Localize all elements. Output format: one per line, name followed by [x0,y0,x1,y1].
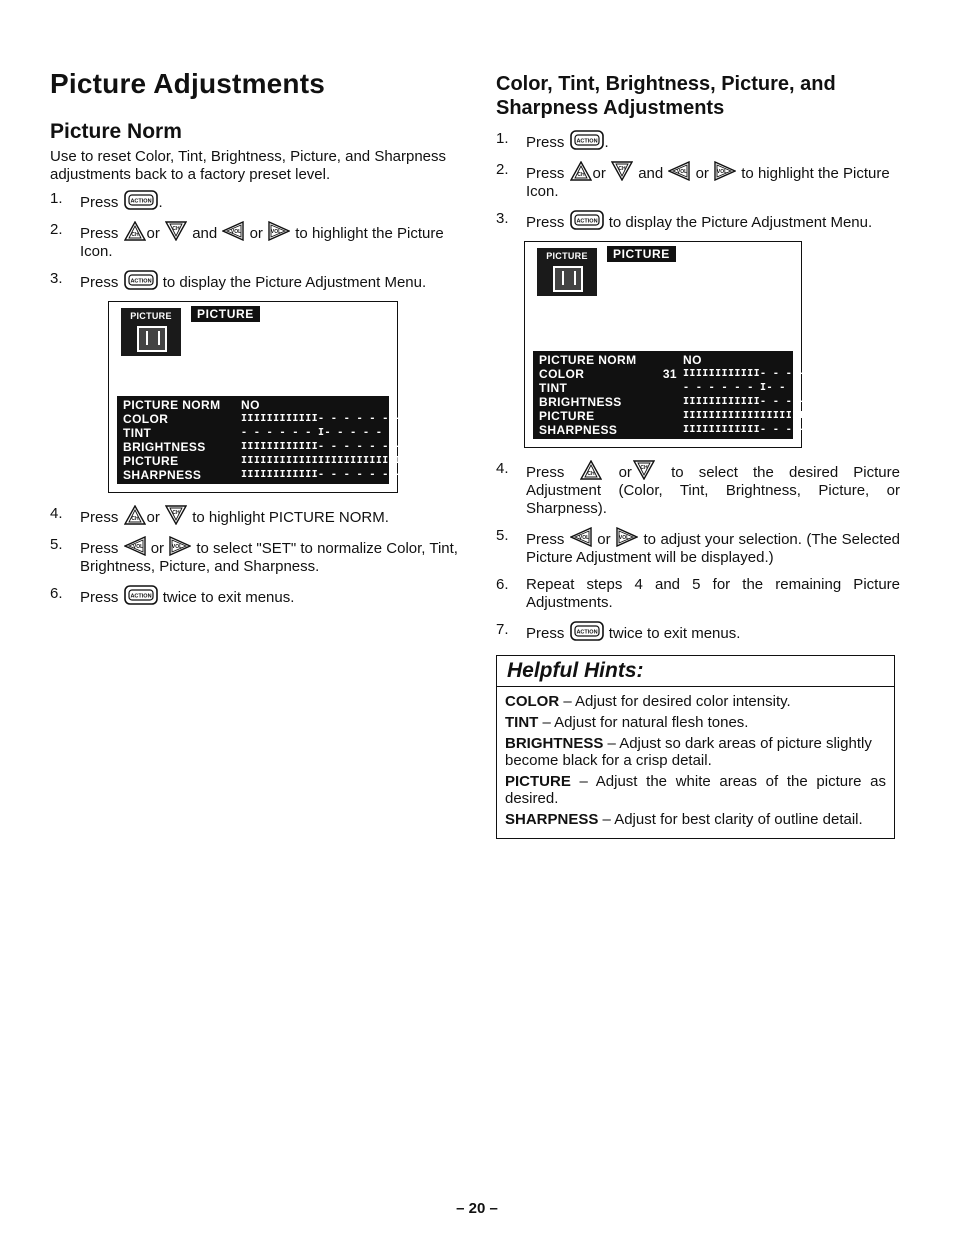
step-text-part: and [192,225,218,242]
step-item [496,161,900,201]
step-item [50,585,460,607]
menu-value: NO [683,353,702,367]
action-button-icon [124,190,158,210]
menu-row-sharpness [539,423,844,437]
adjustment-menu [533,351,850,439]
step-text-part: or [249,225,263,242]
menu-row-tint [539,381,850,395]
menu-level-bar: IIIIIIIIIIIIIIIIIIIIIIIII [241,455,402,466]
menu-number [657,409,677,423]
hint-term: SHARPNESS [505,811,599,828]
step-item [496,576,900,612]
picture-norm-steps-continued [50,505,460,607]
step-item [50,190,460,212]
hint-tint [505,714,886,731]
step-text-part: to display the Picture Adjustment Menu. [608,214,873,231]
menu-row-brightness [539,395,844,409]
hint-picture [505,773,886,807]
hint-text: – Adjust so dark areas of picture slightly become black for a crisp detail. [505,735,872,769]
volume-left-icon [222,221,244,241]
hint-term: COLOR [505,693,560,710]
menu-label: TINT [539,381,568,395]
menu-label: COLOR [123,412,169,426]
step-text-part: Press [526,214,565,231]
hint-brightness [505,735,886,769]
step-text-part: Press [526,165,565,182]
menu-label: COLOR [539,367,585,381]
section-title-picture-norm: Picture Norm [50,120,182,143]
step-text [526,527,900,567]
menu-number [657,381,677,395]
adjustment-menu [117,396,408,484]
hint-term: BRIGHTNESS [505,735,604,752]
hint-term: PICTURE [505,773,571,790]
step-item [496,621,900,643]
step-text [80,505,460,527]
action-button-icon [570,621,604,641]
step-text [526,460,900,518]
picture-tab-label: PICTURE [546,251,588,261]
channel-up-icon [124,505,146,525]
menu-level-bar: IIIIIIIIIIII- - - - - - - [683,424,844,435]
step-item [496,210,900,232]
hints-header [497,656,894,687]
channel-down-icon [165,221,187,241]
right-column [496,72,900,652]
volume-right-icon [268,221,290,241]
volume-left-icon [124,536,146,556]
step-number: 1. [50,190,63,207]
action-button-icon [570,210,604,230]
step-text-part: to highlight the Picture Icon. [80,225,444,260]
volume-left-icon [668,161,690,181]
volume-left-icon [570,527,592,547]
step-text-part: Press [80,225,119,242]
menu-level-bar: IIIIIIIIIIIIIIIIIIIIIIIII [683,410,844,421]
volume-right-icon [169,536,191,556]
step-item [50,505,460,527]
step-text-part: or [695,165,709,182]
step-item [496,460,900,518]
menu-level-bar: IIIIIIIIIIII- - - - - - - [241,469,402,480]
adjustment-steps [496,130,900,232]
step-text-part: . [604,134,609,151]
step-text-part: or [618,464,632,481]
menu-level-bar: IIIIIIIIIIII- - - - - - - [683,368,844,379]
step-number: 2. [496,161,509,178]
step-text-part: Press [80,540,119,557]
step-text-part: twice to exit menus. [162,589,295,606]
hints-title: Helpful Hints: [507,659,644,682]
step-number: 4. [50,505,63,522]
menu-value: NO [241,398,260,412]
hints-body [497,687,894,838]
step-text [526,161,900,201]
channel-down-icon [633,460,655,480]
step-number: 1. [496,130,509,147]
channel-down-icon [165,505,187,525]
picture-icon [553,266,583,292]
menu-number [657,423,677,437]
step-number: 6. [50,585,63,602]
step-text-part: to select "SET" to normalize Color, Tint, Brightness, Picture, and Sharpness. [80,540,458,575]
menu-row-picture [123,454,402,468]
step-number: 3. [496,210,509,227]
step-number: 5. [50,536,63,553]
step-text-part: or [592,165,606,182]
step-number: 5. [496,527,509,544]
picture-tab [121,308,181,356]
step-text-part: to adjust your selection. (The Selected Picture Adjustment will be displayed.) [526,531,901,566]
step-text [80,221,460,261]
menu-row-picture-norm [123,398,383,412]
step-number: 4. [496,460,509,477]
step-text [526,130,900,152]
step-item [50,536,460,576]
menu-number [657,353,677,367]
page-number: – 20 – [456,1200,498,1217]
menu-level-bar: - - - - - - I- - - - - - - [683,382,850,393]
step-text-part: Press [526,134,565,151]
channel-up-icon [580,460,602,480]
step-text [526,621,900,643]
hint-text: – Adjust for desired color intensity. [559,693,791,710]
menu-row-sharpness [123,468,402,482]
menu-row-tint [123,426,408,440]
step-text-part: Press [80,589,119,606]
step-text-part: and [638,165,664,182]
hint-text: – Adjust for best clarity of outline detail. [598,811,863,828]
menu-label: PICTURE NORM [123,398,221,412]
step-number: 7. [496,621,509,638]
hint-color [505,693,886,710]
step-text-part: or [146,225,160,242]
action-button-icon [570,130,604,150]
picture-tab [537,248,597,296]
channel-down-icon [611,161,633,181]
screen-header: PICTURE [607,246,676,262]
action-button-icon [124,585,158,605]
step-text-part: Press [80,274,119,291]
step-text-part: Press [80,194,119,211]
menu-label: TINT [123,426,152,440]
step-text-part: to highlight the Picture Icon. [526,165,890,200]
step-item [496,527,900,567]
menu-level-bar: IIIIIIIIIIII- - - - - - - [241,441,402,452]
step-text [526,210,900,232]
channel-up-icon [124,221,146,241]
step-text-part: Press [526,464,565,481]
hint-sharpness [505,811,886,828]
channel-up-icon [570,161,592,181]
menu-label: SHARPNESS [123,468,202,482]
step-text-part: . [158,194,163,211]
menu-label: BRIGHTNESS [123,440,206,454]
menu-label: PICTURE [539,409,595,423]
step-item [496,130,900,152]
hint-term: TINT [505,714,539,731]
step-item [50,270,460,292]
menu-label: BRIGHTNESS [539,395,622,409]
volume-right-icon [714,161,736,181]
action-button-icon [124,270,158,290]
step-text-part: Press [526,531,565,548]
picture-norm-steps [50,190,460,292]
menu-row-color [123,412,402,426]
screen-header: PICTURE [191,306,260,322]
picture-menu-screen [108,301,408,493]
step-number: 2. [50,221,63,238]
menu-level-bar: - - - - - - I- - - - - - - [241,427,408,438]
page-title: Picture Adjustments [50,68,326,99]
intro-text: Use to reset Color, Tint, Brightness, Picture, and Sharpness adjustments back to a factory preset level. [50,148,447,183]
left-column [50,68,460,616]
hint-text: – Adjust the white areas of the picture as desired. [505,773,886,807]
menu-number: 31 [662,367,677,381]
step-text-part: twice to exit menus. [608,625,741,642]
step-number: 3. [50,270,63,287]
picture-tab-label: PICTURE [130,311,172,321]
step-text: Repeat steps 4 and 5 for the remaining Picture Adjustments. [526,576,900,611]
step-text-part: to highlight PICTURE NORM. [192,509,389,526]
step-text [80,270,460,292]
volume-right-icon [616,527,638,547]
step-text-part: to select the desired Picture Adjustment (Color, Tint, Brightness, Picture, or Sharpness). [526,464,900,517]
menu-number [657,395,677,409]
step-item [50,221,460,261]
adjustments-title: Color, Tint, Brightness, Picture, and Sharpness Adjustments [496,73,836,119]
menu-label: SHARPNESS [539,423,618,437]
step-text [80,536,460,576]
menu-row-color [539,367,844,381]
menu-level-bar: IIIIIIIIIIII- - - - - - - [683,396,844,407]
hint-text: – Adjust for natural flesh tones. [538,714,749,731]
step-text-part: or [146,509,160,526]
menu-row-brightness [123,440,402,454]
picture-icon [137,326,167,352]
menu-row-picture [539,409,844,423]
step-text-part: Press [526,625,565,642]
step-text-part: to display the Picture Adjustment Menu. [162,274,427,291]
adjustment-steps-continued [496,460,900,643]
menu-label: PICTURE NORM [539,353,637,367]
step-number: 6. [496,576,509,593]
menu-label: PICTURE [123,454,179,468]
helpful-hints-box [496,655,895,839]
picture-menu-screen-color [524,241,850,448]
step-text [80,585,460,607]
menu-level-bar: IIIIIIIIIIII- - - - - - - [241,413,402,424]
step-text-part: or [597,531,611,548]
step-text [80,190,460,212]
step-text-part: Press [80,509,119,526]
menu-row-picture-norm [539,353,787,367]
step-text-part: or [150,540,165,557]
